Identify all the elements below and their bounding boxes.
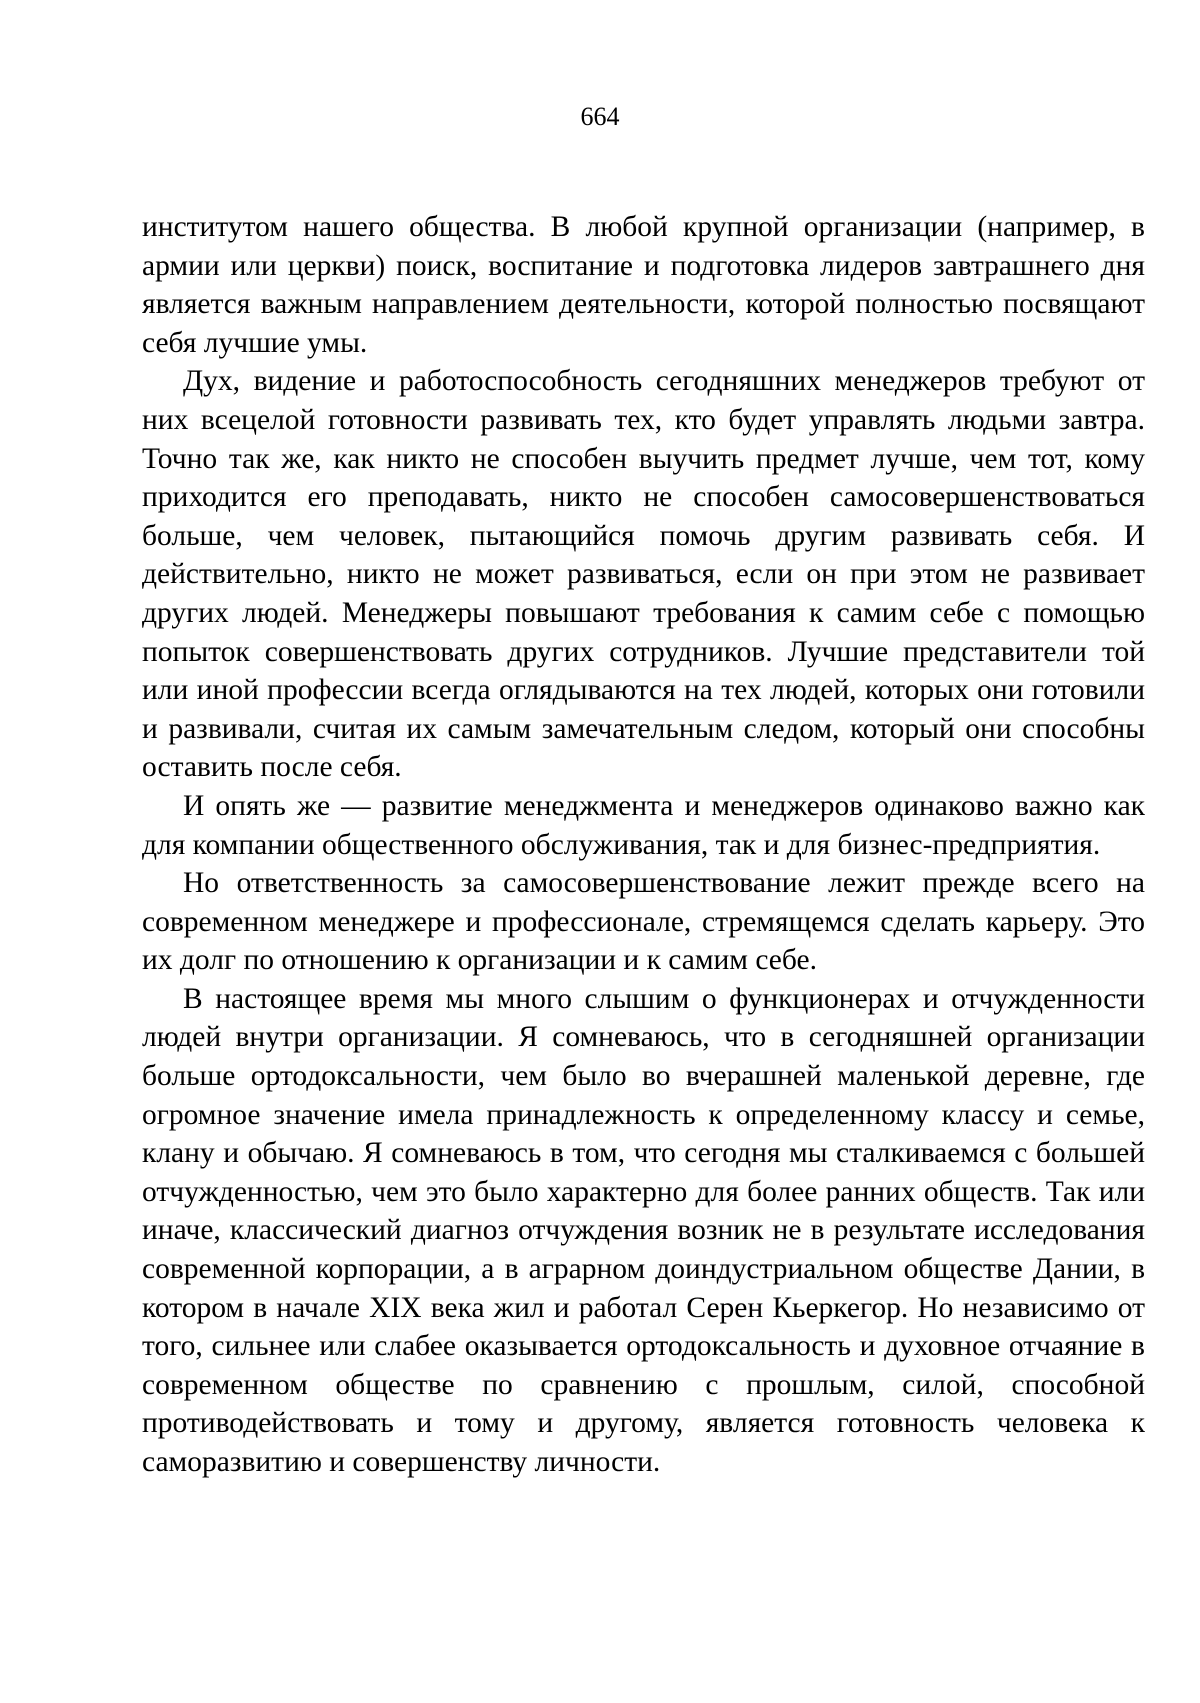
paragraph-1: институтом нашего общества. В любой крупной организации (например, в армии или церкви) поиск, воспитание и подготовка лидеров завтрашнего дня является важным направлением деятельности, которой полностью посвящают себя лучшие умы. xyxy=(142,211,1145,359)
paragraph-4: Но ответственность за самосовершенствование лежит прежде всего на современном менеджере и профессионале, стремящемся сделать карьеру. Это их долг по отношению к организации и к самим себе. xyxy=(142,867,1145,977)
body-text xyxy=(142,208,1145,1482)
paragraph-2: Дух, видение и работоспособность сегодняшних менеджеров требуют от них всецелой готовности развивать тех, кто будет управлять людьми завтра. Точно так же, как никто не способен выучить предмет лучше, чем тот, кому приходится его преподавать, никто не способен самосовершенствоваться больше, чем человек, пытающийся помочь другим развивать себя. И действительно, никто не может развиваться, если он при этом не развивает других людей. Менеджеры повышают требования к самим себе с помощью попыток совершенствовать других сотрудников. Лучшие представители той или иной профессии всегда оглядываются на тех людей, которых они готовили и развивали, считая их самым замечательным следом, который они способны оставить после себя. xyxy=(142,365,1145,784)
paragraph-5: В настоящее время мы много слышим о функционерах и отчужденности людей внутри организации. Я сомневаюсь, что в сегодняшней организации больше ортодоксальности, чем было во вчерашней маленькой деревне, где огромное значение имела принадлежность к определенному классу и семье, клану и обычаю. Я сомневаюсь в том, что сегодня мы сталкиваемся с большей отчужденностью, чем это было характерно для более ранних обществ. Так или иначе, классический диагноз отчуждения возник не в результате исследования современной корпорации, а в аграрном доиндустриальном обществе Дании, в котором в начале XIX века жил и работал Серен Кьеркегор. Но независимо от того, сильнее или слабее оказывается ортодоксальность и духовное отчаяние в современном обществе по сравнению с прошлым, силой, способной противодействовать и тому и другому, является готовность человека к саморазвитию и совершенству личности. xyxy=(142,982,1145,1478)
paragraph-3: И опять же — развитие менеджмента и менеджеров одинаково важно как для компании общественного обслуживания, так и для бизнес-предприятия. xyxy=(142,789,1145,861)
page-number: 664 xyxy=(580,102,620,131)
